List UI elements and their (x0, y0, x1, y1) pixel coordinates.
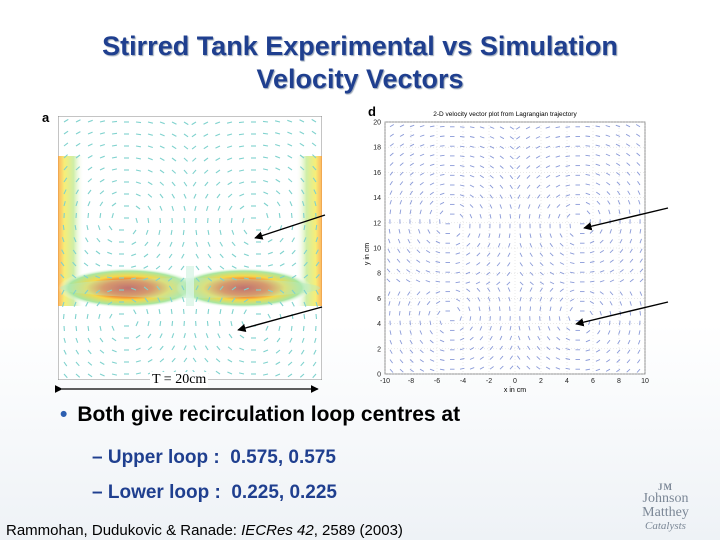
y-tick-label: 18 (373, 144, 381, 152)
y-tick-label: 2 (377, 346, 381, 354)
velocity-vector (316, 225, 317, 230)
velocity-vector (530, 307, 531, 312)
velocity-vector (220, 218, 221, 223)
y-tick-label: 0 (377, 371, 381, 379)
velocity-vector (440, 146, 445, 147)
velocity-vector (292, 213, 293, 218)
x-tick-label: -10 (379, 378, 391, 385)
velocity-vector (420, 321, 421, 326)
bullet-text: Both give recirculation loop centres at (77, 403, 461, 426)
logo-name: Johnson Matthey (642, 491, 689, 520)
sub-text: Upper loop : 0.575, 0.575 (107, 447, 336, 468)
sub-item-lower (92, 482, 337, 504)
velocity-vector (136, 134, 141, 135)
x-tick-label: 4 (565, 378, 569, 385)
velocity-vector (480, 316, 481, 321)
velocity-vector (171, 309, 172, 314)
velocity-vector (291, 326, 292, 331)
logo-division: Catalysts (645, 520, 686, 532)
velocity-vector (239, 134, 244, 135)
velocity-vector (399, 311, 400, 316)
velocity-vector (566, 127, 571, 128)
velocity-vector (586, 146, 591, 147)
velocity-vector (112, 121, 117, 122)
velocity-vector (219, 321, 220, 326)
velocity-vector (316, 314, 317, 319)
x-tick-label: 8 (617, 378, 621, 385)
company-logo (618, 482, 713, 532)
sub-text: Lower loop : 0.225, 0.225 (107, 482, 338, 503)
y-tick-label: 14 (373, 195, 381, 203)
y-tick-label: 12 (373, 220, 381, 228)
velocity-vector (88, 326, 89, 331)
logo-mark: JM (658, 482, 673, 492)
velocity-vector (440, 155, 445, 156)
velocity-vector (390, 311, 391, 316)
velocity-vector (160, 218, 161, 223)
velocity-vector (75, 314, 76, 319)
velocity-vector (640, 311, 641, 316)
simulation-velocity-plot (355, 104, 655, 394)
velocity-vector (136, 122, 141, 123)
panel-d-letter: d (368, 104, 376, 119)
velocity-vector (550, 316, 551, 321)
sub-dash: – (92, 482, 103, 503)
velocity-vector (520, 307, 521, 312)
x-tick-label: -6 (433, 378, 441, 385)
x-tick-label: -8 (407, 378, 415, 385)
velocity-vector (279, 213, 280, 218)
reference-rest: , 2589 (2003) (313, 522, 403, 539)
plot-d-xlabel: x in cm (503, 387, 527, 394)
y-tick-label: 10 (373, 245, 381, 253)
slide-title (0, 30, 720, 96)
velocity-vector (566, 146, 571, 147)
velocity-vector (630, 311, 631, 316)
x-tick-label: -4 (459, 378, 467, 385)
velocity-vector (303, 326, 304, 331)
velocity-vector (460, 137, 465, 138)
velocity-vector (263, 133, 268, 134)
velocity-vector (586, 136, 591, 137)
y-tick-label: 6 (377, 295, 381, 303)
velocity-vector (148, 218, 149, 223)
y-tick-label: 8 (377, 270, 381, 278)
velocity-vector (184, 309, 185, 314)
velocity-vector (610, 321, 611, 326)
reference-journal: IECRes 42 (241, 522, 314, 539)
x-tick-label: 6 (591, 378, 595, 385)
y-tick-label: 4 (377, 321, 381, 329)
velocity-vector (566, 137, 571, 138)
velocity-vector (239, 122, 244, 123)
velocity-vector (304, 314, 305, 319)
sub-dash: – (92, 447, 103, 468)
reference-authors: Rammohan, Dudukovic & Ranade: (6, 522, 237, 539)
panel-a-width-label: T = 20cm (152, 372, 207, 387)
velocity-vector (208, 309, 209, 314)
x-tick-label: 10 (641, 378, 649, 385)
velocity-vector (196, 309, 197, 314)
velocity-vector (196, 230, 197, 235)
velocity-vector (172, 321, 173, 326)
sub-item-upper (92, 447, 336, 469)
velocity-vector (499, 307, 500, 312)
velocity-vector (183, 230, 184, 235)
y-tick-label: 16 (373, 169, 381, 177)
velocity-vector (586, 155, 591, 156)
bullet-point (60, 403, 460, 427)
velocity-vector (76, 326, 77, 331)
experimental-velocity-plot (58, 116, 322, 380)
velocity-vector (510, 307, 511, 312)
plot-d-title: 2-D velocity vector plot from Lagrangian trajectory (433, 111, 577, 118)
velocity-vector (460, 127, 465, 128)
velocity-vector (64, 314, 65, 319)
velocity-vector (440, 136, 445, 137)
y-tick-label: 20 (373, 119, 381, 127)
panel-a-letter: a (42, 110, 50, 125)
velocity-vector (460, 146, 465, 147)
velocity-vector (207, 321, 208, 326)
velocity-vector (112, 133, 117, 134)
velocity-vector (160, 321, 161, 326)
reference-citation (6, 522, 403, 539)
velocity-vector (231, 218, 232, 223)
title-line-2: Velocity Vectors (256, 64, 464, 94)
title-line-1: Stirred Tank Experimental vs Simulation (102, 31, 618, 61)
velocity-vector (88, 213, 89, 218)
x-tick-label: 2 (539, 378, 543, 385)
bullet-marker: • (60, 403, 68, 426)
x-tick-label: -2 (485, 378, 493, 385)
velocity-vector (63, 225, 64, 230)
velocity-vector (263, 121, 268, 122)
plot-d-ylabel: y in cm (364, 242, 371, 266)
velocity-vector (100, 213, 101, 218)
x-tick-label: 0 (513, 378, 517, 385)
